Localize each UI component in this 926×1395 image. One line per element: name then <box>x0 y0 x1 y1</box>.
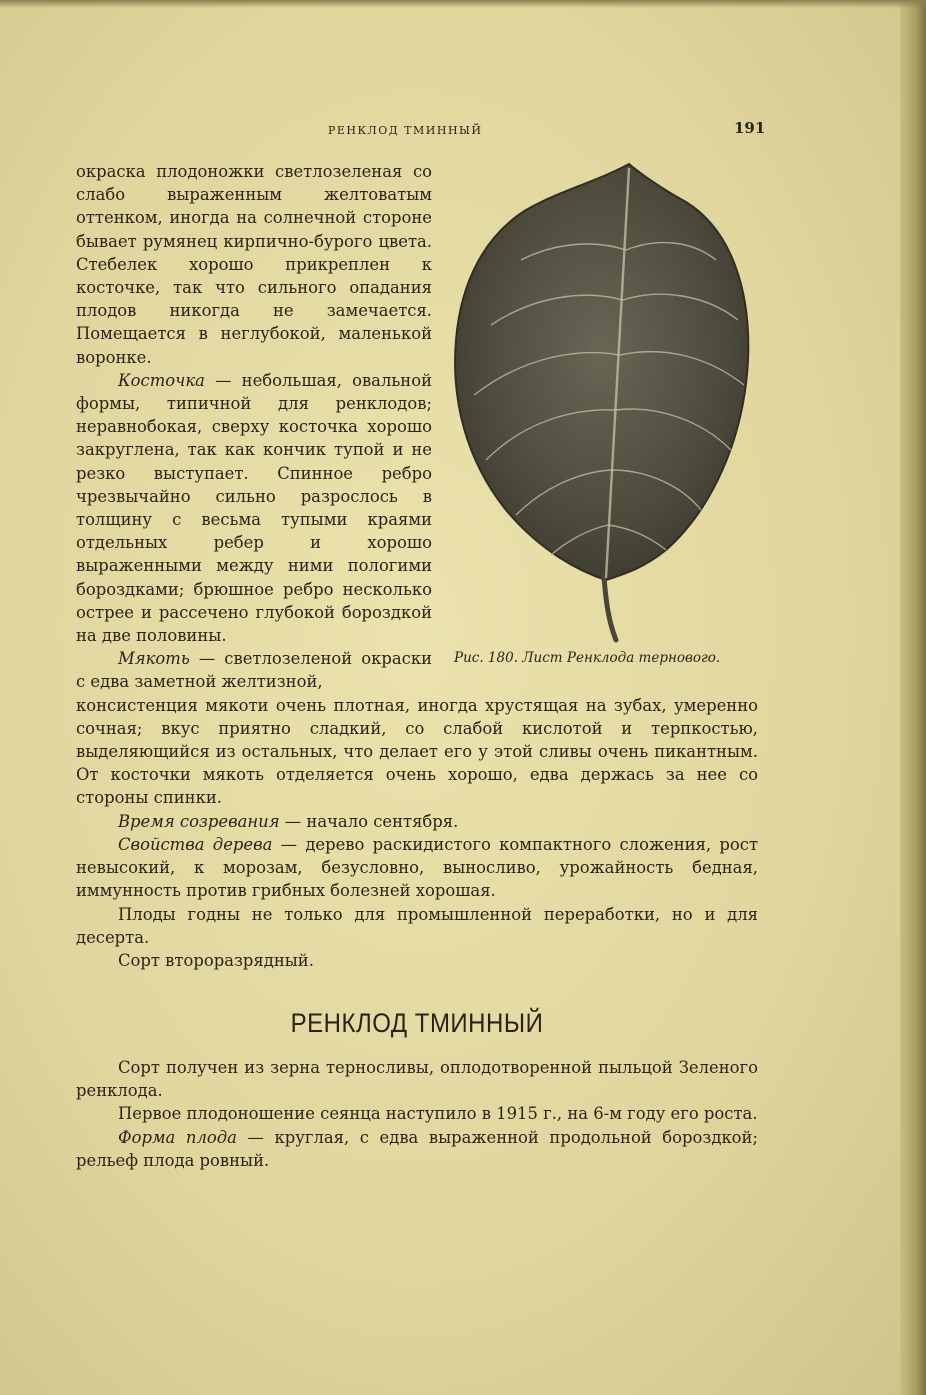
paragraph-tree: Свойства дерева — дерево раскидистого компактного сложения, рост невысокий, к морозам, безусловно, выносливо, урожайность бедная, иммунность против грибных болезней хорошая. <box>76 834 759 901</box>
term-ripening: Время созревания <box>118 811 280 831</box>
paragraph-grade: Сорт второразрядный. <box>118 950 314 970</box>
section-text <box>76 1056 758 1172</box>
page-top-shadow <box>0 0 926 8</box>
figure-caption: Рис. 180. Лист Ренклода тернового. <box>454 650 721 666</box>
main-text <box>76 160 758 972</box>
paragraph-flesh-start: Мякоть — светлозеленой окраски с едва заметной желтизной, <box>76 649 432 692</box>
running-head: РЕНКЛОД ТМИННЫЙ <box>328 124 483 137</box>
paragraph-first-fruiting: Первое плодоношение сеянца наступило в 1915 г., на 6-м году его роста. <box>118 1104 758 1124</box>
term-fruit-shape: Форма плода <box>118 1127 237 1147</box>
paragraph-origin: Сорт получен из зерна терносливы, оплодотворенной пыльцой Зеленого ренклода. <box>76 1058 758 1101</box>
paragraph-stone: Косточка — небольшая, овальной формы, типичной для ренклодов; неравнобокая, сверху косточка хорошо закруглена, так как кончик тупой и не резко выступает. Спинное ребро чрезвычайно сильно разрослось в толщину с весьма тупыми краями отдельных ребер и хорошо выраженными между ними пологими бороздками; брюшное ребро несколько острее и рассечено глубокой бороздкой на две половины. <box>76 370 432 646</box>
term-tree: Свойства дерева <box>118 834 273 854</box>
paragraph-flesh: консистенция мякоти очень плотная, иногда хрустящая на зубах, умеренно сочная; вкус приятно сладкий, со слабой кислотой и терпкостью, выделяющийся из остальных, что делает его у этой сливы очень пикантным. От косточки мякоть отделяется очень хорошо, едва держась за нее со стороны спинки. <box>76 695 758 808</box>
paragraph-ripening: Время созревания — начало сентября. <box>118 811 459 831</box>
paragraph-use: Плоды годны не только для промышленной переработки, но и для десерта. <box>76 904 758 947</box>
term-stone: Косточка <box>118 370 205 390</box>
section-title: РЕНКЛОД ТМИННЫЙ <box>290 1008 544 1039</box>
term-flesh: Мякоть <box>118 649 190 669</box>
page-number: 191 <box>734 119 766 137</box>
page-edge-shadow <box>900 0 926 1395</box>
paragraph-fruit-shape: Форма плода — круглая, с едва выраженной продольной бороздкой; рельеф плода ровный. <box>76 1127 758 1170</box>
paragraph-stalk: окраска плодоножки светлозеленая со слабо выраженным желтоватым оттенком, иногда на солнечной стороне бывает румянец кирпично-бурого цвета. Стебелек хорошо прикреплен к косточке, так что сильного опадания плодов никогда не замечается. Помещается в неглубокой, маленькой воронке. <box>76 162 432 367</box>
